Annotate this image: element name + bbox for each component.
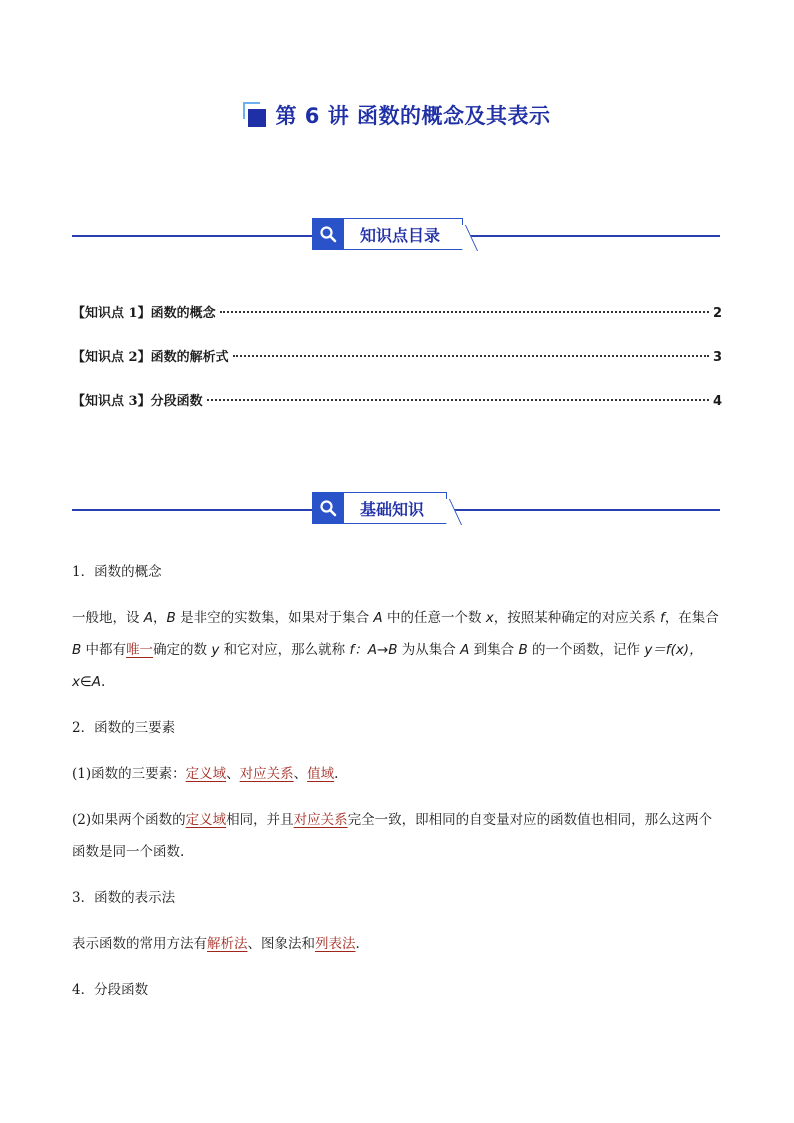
toc-item-page: 4 [712,394,722,409]
toc-list [72,302,722,434]
toc-item-label: 【知识点 3】分段函数 [72,394,203,409]
underlined-term: 值域 [307,766,335,782]
paragraph: 表示函数的常用方法有解析法、图象法和列表法. [72,936,360,952]
section-heading: 2．函数的三要素 [72,720,176,736]
toc-item-label: 【知识点 2】函数的解析式 [72,350,229,365]
toc-leader [233,355,709,357]
toc-leader [207,399,709,401]
basics-section-bar [72,492,720,532]
toc-heading: 知识点目录 [344,218,463,250]
paragraph: (1)函数的三要素：定义域、对应关系、值域. [72,766,339,782]
search-icon [312,218,344,250]
search-icon [312,492,344,524]
underlined-term: 唯一 [126,642,154,658]
toc-item[interactable] [72,390,722,434]
title-wrap [0,100,794,132]
section-heading: 1．函数的概念 [72,564,162,580]
section-heading: 4．分段函数 [72,982,149,998]
basics-badge [312,492,447,524]
toc-item[interactable] [72,346,722,390]
page-title-text: 第 6 讲 函数的概念及其表示 [275,104,551,128]
toc-section-bar [72,218,720,258]
page-title [243,100,550,130]
underlined-term: 定义域 [185,812,227,828]
paragraph: 一般地，设 A，B 是非空的实数集，如果对于集合 A 中的任意一个数 x，按照某种确定的对应关系 f，在集合 B 中都有唯一确定的数 y 和它对应，那么就称 f：A→B 为从集合 A 到集合 B 的一个函数，记作 y＝f(x)，x∈A. [72,610,719,690]
section-heading: 3．函数的表示法 [72,890,176,906]
underlined-term: 对应关系 [293,812,348,828]
toc-item-label: 【知识点 1】函数的概念 [72,306,216,321]
basics-heading: 基础知识 [344,492,447,524]
paragraph: (2)如果两个函数的定义域相同，并且对应关系完全一致，即相同的自变量对应的函数值也相同，那么这两个函数是同一个函数. [72,812,713,860]
main-content [72,556,722,1006]
toc-badge [312,218,463,250]
underlined-term: 列表法 [315,936,356,952]
toc-item-page: 2 [712,306,722,321]
underlined-term: 解析法 [207,936,248,952]
title-square-icon [243,102,267,128]
underlined-term: 对应关系 [239,766,294,782]
underlined-term: 定义域 [185,766,227,782]
toc-item[interactable] [72,302,722,346]
toc-leader [220,311,709,313]
toc-item-page: 3 [712,350,722,365]
